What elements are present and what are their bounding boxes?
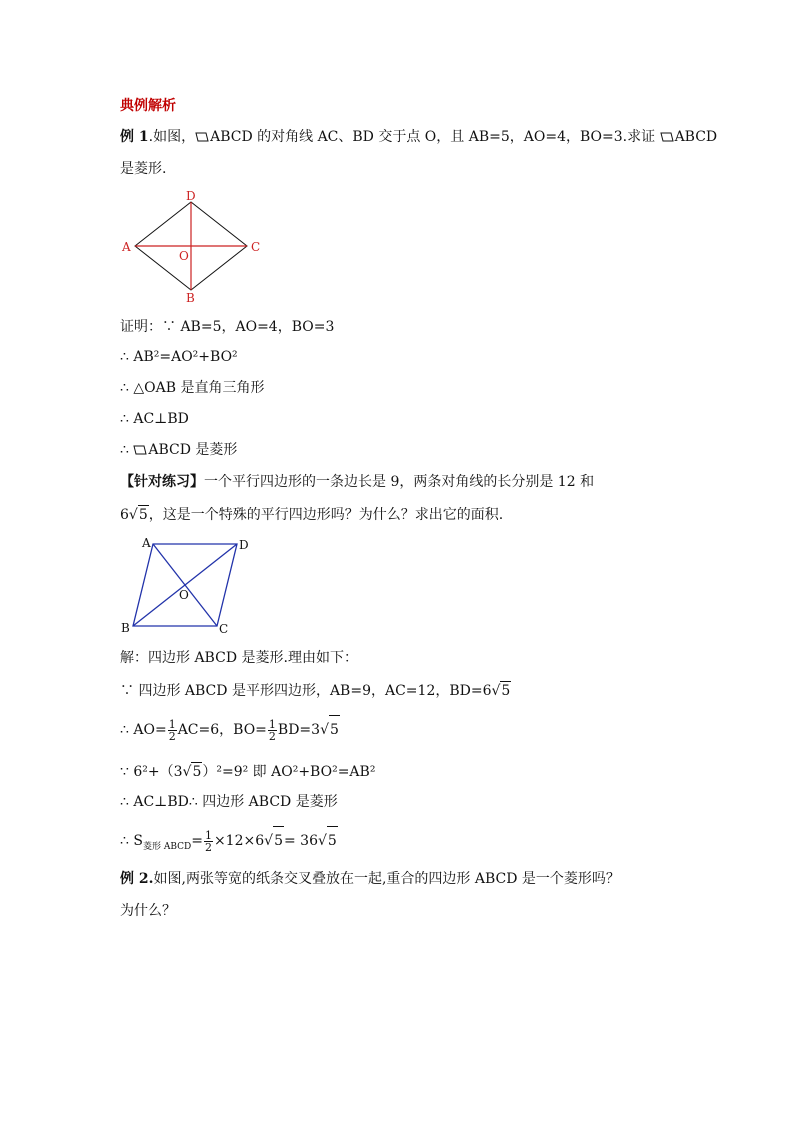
label-b: B <box>121 621 130 635</box>
proof-line-5 <box>120 441 237 459</box>
practice-text1: 一个平行四边形的一条边长是 9，两条对角线的长分别是 12 和 <box>204 474 595 490</box>
label-d: D <box>239 538 249 552</box>
solution-line1: 解：四边形 ABCD 是菱形.理由如下： <box>120 650 358 666</box>
diagonal-bd <box>133 544 237 626</box>
rhombus-figure <box>115 188 275 306</box>
proof-prefix: ∴ <box>120 442 134 458</box>
fraction-half <box>268 719 277 742</box>
example1-line1 <box>120 128 717 146</box>
sol4-radicand: 5 <box>192 764 202 780</box>
sol6-subscript: 菱形 ABCD <box>142 841 192 852</box>
proof-line-3: ∴ △OAB 是直角三角形 <box>120 380 265 396</box>
sol6-text-c: ×12× <box>213 833 256 849</box>
sol2-text: ∵ 四边形 ABCD 是平形四边形，AB=9，AC=12，BD=6 <box>120 683 492 699</box>
label-o: O <box>179 249 189 263</box>
section-title: 典例解析 <box>120 98 176 114</box>
example2-line2: 为什么？ <box>120 903 176 919</box>
sol4-text-b: ）²=9² 即 AO²+BO²=AB² <box>202 764 376 780</box>
sol6-result: = 36 <box>283 833 318 849</box>
solution-line4: ∵ 6²+（3√5）²=9² 即 AO²+BO²=AB² <box>120 764 376 780</box>
example1-text-b: ABCD 的对角线 AC、BD 交于点 O，且 AB=5，AO=4，BO=3.求证 <box>210 129 660 145</box>
example2-text1: 如图,两张等宽的纸条交叉叠放在一起,重合的四边形 ABCD 是一个菱形吗？ <box>153 871 620 887</box>
proof-text: ABCD 是菱形 <box>148 442 238 458</box>
label-c: C <box>251 240 261 254</box>
sol6-coef: 6 <box>255 833 265 849</box>
practice-line2: 6√5，这是一个特殊的平行四边形吗？为什么？求出它的面积. <box>120 507 504 523</box>
sol3-text-c: BD=3 <box>277 722 321 738</box>
sol6-radicand2: 5 <box>327 826 338 855</box>
practice-label: 【针对练习】 <box>120 474 204 490</box>
frac-num: 1 <box>204 828 212 842</box>
frac-den: 2 <box>168 729 176 743</box>
example1-line2: 是菱形. <box>120 161 167 177</box>
fraction-half <box>204 830 213 853</box>
frac-den: 2 <box>204 840 212 854</box>
frac-num: 1 <box>268 717 276 731</box>
label-d: D <box>186 189 196 203</box>
sol2-radicand: 5 <box>501 683 511 699</box>
example1-label: 例 1 <box>120 129 149 145</box>
proof-line-2: ∴ AB²=AO²+BO² <box>120 349 238 365</box>
example1-text-c: ABCD <box>674 129 718 145</box>
example2-label: 例 2. <box>120 871 154 887</box>
sol6-text-a: ∴ S <box>120 833 143 849</box>
solution-line5: ∴ AC⊥BD∴ 四边形 ABCD 是菱形 <box>120 794 338 810</box>
sol3-text-a: ∴ AO= <box>120 722 167 738</box>
practice-radicand: 5 <box>138 507 148 523</box>
proof-line-1: 证明：∵ AB=5，AO=4，BO=3 <box>120 319 335 335</box>
label-b: B <box>186 291 195 305</box>
label-c: C <box>219 622 229 636</box>
frac-den: 2 <box>268 729 276 743</box>
example1-text-a: .如图， <box>148 129 196 145</box>
practice-line1 <box>120 473 594 491</box>
parallelogram-icon <box>660 132 674 142</box>
example2-line1 <box>120 870 620 888</box>
frac-num: 1 <box>168 717 176 731</box>
sol6-eq: = <box>191 833 203 849</box>
sol3-text-b: AC=6，BO= <box>177 722 267 738</box>
solution-line2: ∵ 四边形 ABCD 是平形四边形，AB=9，AC=12，BD=6√5 <box>120 683 511 699</box>
parallelogram-figure <box>115 532 265 640</box>
parallelogram-icon <box>195 132 209 142</box>
label-a: A <box>122 240 131 254</box>
fraction-half <box>168 719 177 742</box>
practice-text2: ，这是一个特殊的平行四边形吗？为什么？求出它的面积. <box>148 507 504 523</box>
sol3-radicand: 5 <box>329 715 340 744</box>
label-a: A <box>142 536 151 550</box>
label-o: O <box>179 588 189 602</box>
parallelogram-icon <box>133 445 147 455</box>
solution-line6: ∴ $S_{菱形 ABCD}=$ $\frac{1}{2}$ ×12×6√5= 36√5 <box>120 826 338 854</box>
sol6-radicand: 5 <box>273 826 284 855</box>
proof-line-4: ∴ AC⊥BD <box>120 411 189 427</box>
practice-coef: 6 <box>120 507 129 523</box>
sol4-text-a: ∵ 6²+（3 <box>120 764 183 780</box>
solution-line3: ∴ AO= $\frac{1}{2}$ AC=6，BO= $\frac{1}{2}$ BD=3√5 <box>120 715 340 743</box>
